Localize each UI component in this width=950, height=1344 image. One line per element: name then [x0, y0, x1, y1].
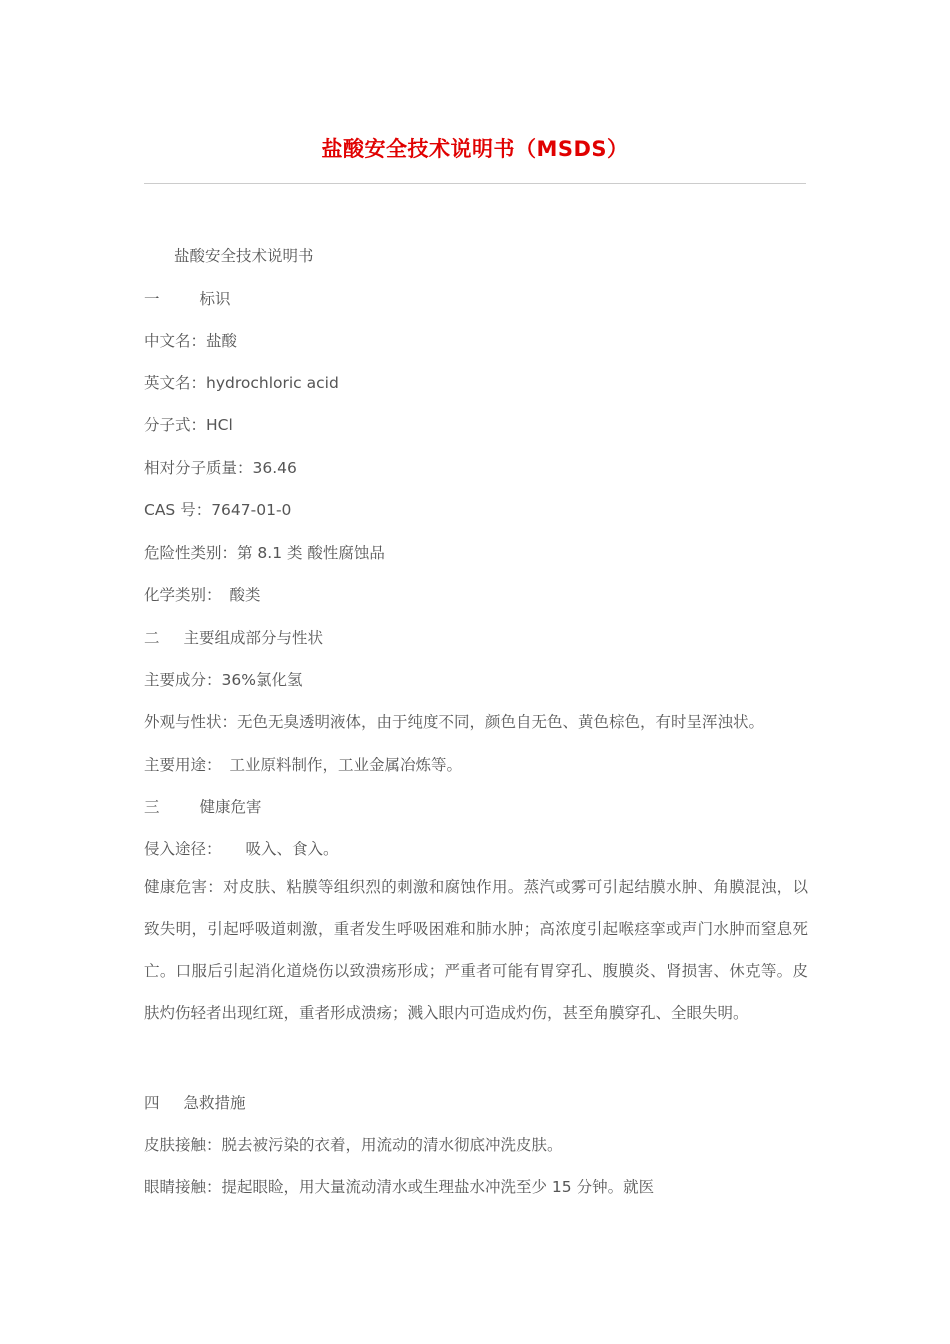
field-chemical-class — [144, 583, 261, 605]
section-number: 一 — [144, 290, 160, 308]
field-value: 吸入、食入。 — [245, 840, 339, 858]
field-hazard-class: 危险性类别：第 8.1 类 酸性腐蚀品 — [144, 544, 385, 562]
field-main-usage — [144, 753, 462, 775]
section-number: 三 — [144, 798, 160, 816]
section-heading-1 — [144, 287, 231, 309]
field-formula: 分子式：HCl — [144, 416, 233, 434]
section-heading-4 — [144, 1091, 246, 1113]
field-eye-contact: 眼睛接触：提起眼睑，用大量流动清水或生理盐水冲洗至少 15 分钟。就医 — [144, 1178, 655, 1196]
field-cas-number: CAS 号：7647-01-0 — [144, 501, 292, 519]
section-number: 四 — [144, 1094, 160, 1112]
section-heading-2 — [144, 626, 323, 648]
section-label: 健康危害 — [199, 798, 262, 816]
field-value: 酸类 — [229, 586, 261, 604]
document-subtitle: 盐酸安全技术说明书 — [174, 247, 314, 265]
section-label: 标识 — [199, 290, 231, 308]
section-number: 二 — [144, 629, 160, 647]
document-title: 盐酸安全技术说明书（MSDS） — [321, 137, 629, 161]
field-skin-contact: 皮肤接触：脱去被污染的衣着，用流动的清水彻底冲洗皮肤。 — [144, 1136, 563, 1154]
section-label: 主要组成部分与性状 — [183, 629, 324, 647]
field-molecular-mass: 相对分子质量：36.46 — [144, 459, 297, 477]
field-value: 工业原料制作，工业金属冶炼等。 — [229, 756, 463, 774]
section-heading-3 — [144, 795, 262, 817]
field-english-name: 英文名：hydrochloric acid — [144, 374, 339, 392]
field-label: 侵入途径： — [144, 840, 222, 858]
field-appearance: 外观与性状：无色无臭透明液体，由于纯度不同，颜色自无色、黄色棕色，有时呈浑浊状。 — [144, 713, 765, 731]
title-divider — [144, 183, 806, 184]
field-entry-route — [144, 837, 339, 859]
field-main-component: 主要成分：36%氯化氢 — [144, 671, 303, 689]
field-label: 主要用途： — [144, 756, 222, 774]
field-label: 化学类别： — [144, 586, 222, 604]
section-label: 急救措施 — [183, 1094, 246, 1112]
health-hazard-paragraph: 健康危害：对皮肤、粘膜等组织烈的刺激和腐蚀作用。蒸汽或雾可引起结膜水肿、角膜混浊，以致失明，引起呼吸道刺激，重者发生呼吸困难和肺水肿；高浓度引起喉痉挛或声门水肿而窒息死亡。口服后引起消化道烧伤以致溃疡形成；严重者可能有胃穿孔、腹膜炎、肾损害、休克等。皮肤灼伤轻者出现红斑，重者形成溃疡；溅入眼内可造成灼伤，甚至角膜穿孔、全眼失明。 — [144, 878, 808, 1022]
field-chinese-name: 中文名：盐酸 — [144, 332, 238, 350]
